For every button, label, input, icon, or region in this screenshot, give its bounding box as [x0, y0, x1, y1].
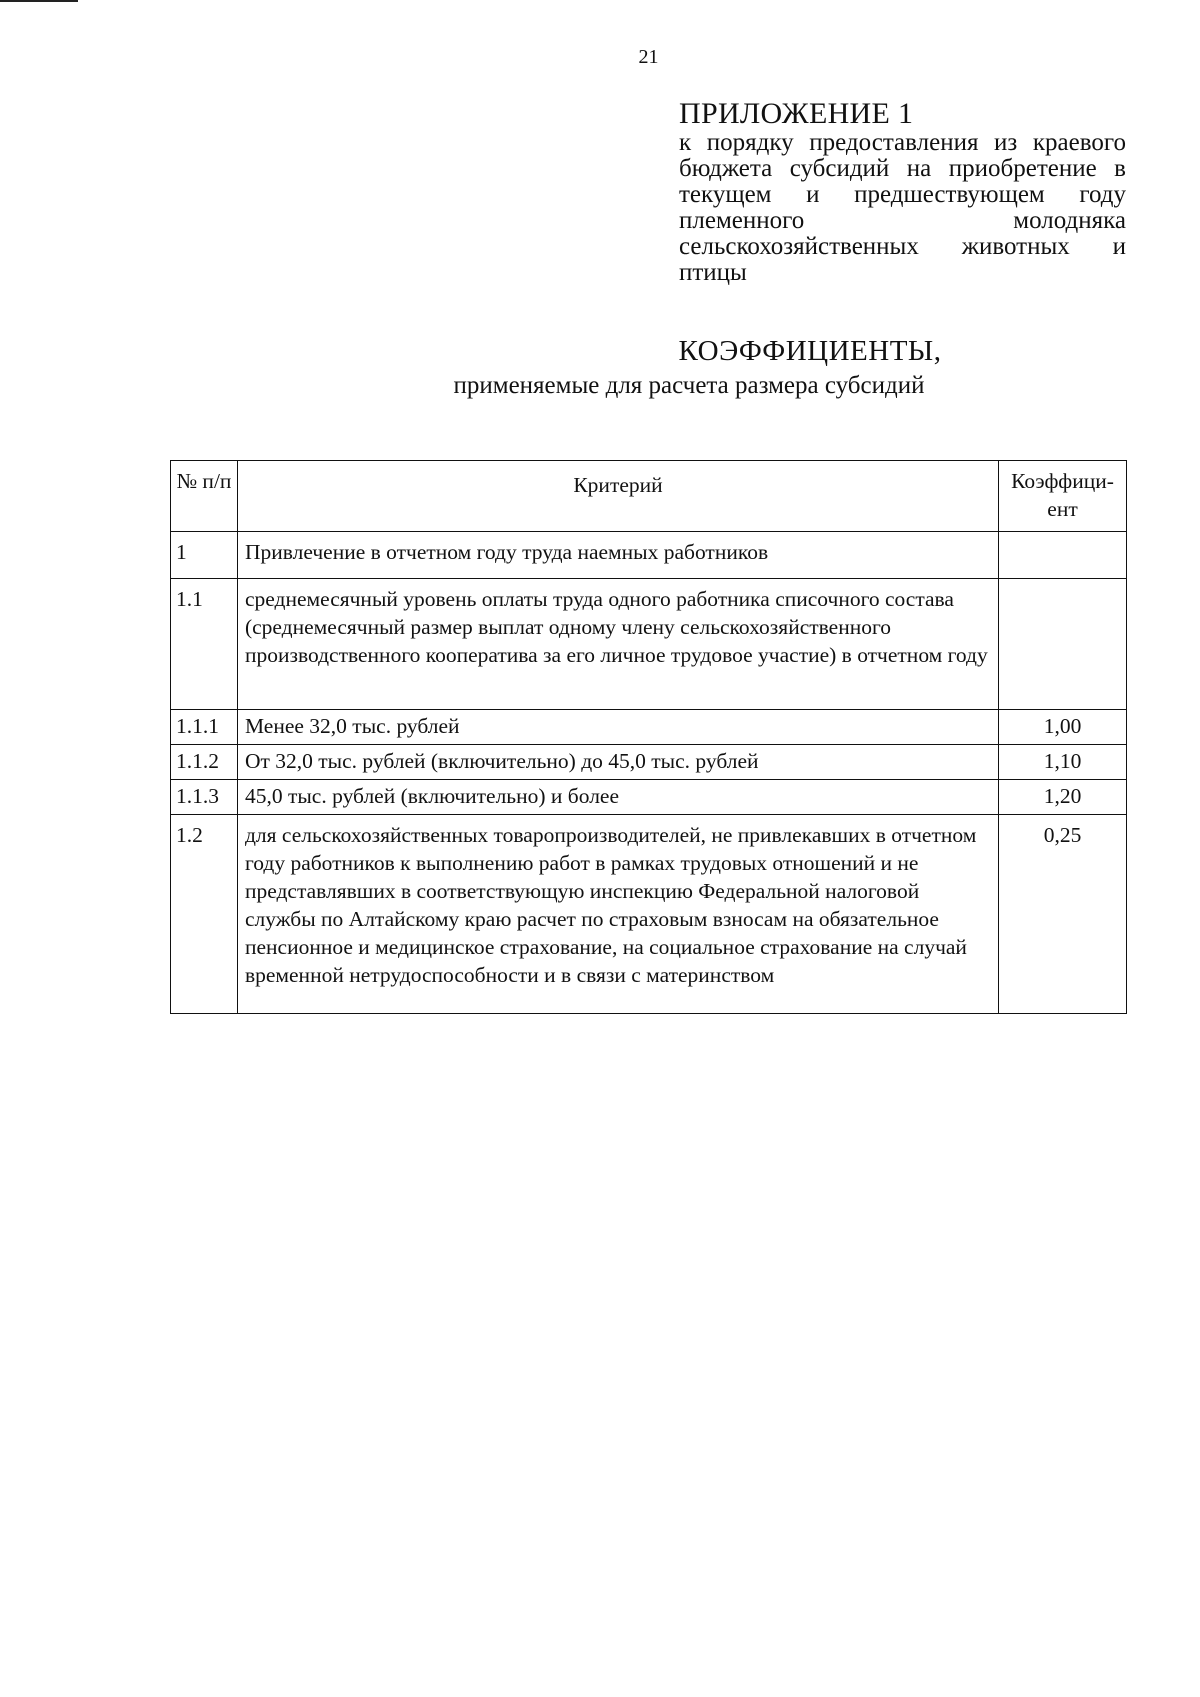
row-number: 1.1.1 [171, 710, 238, 745]
row-coefficient: 1,20 [999, 780, 1127, 815]
document-subtitle: применяемые для расчета размера субсидий [453, 372, 925, 399]
page-number: 21 [638, 46, 659, 68]
table-row [171, 815, 1127, 1014]
header-number: № п/п [171, 461, 238, 532]
header-criterion: Критерий [237, 461, 998, 532]
table-row [171, 745, 1127, 780]
corner-scan-mark [0, 0, 78, 2]
row-coefficient: 1,10 [999, 745, 1127, 780]
row-number: 1.1.2 [171, 745, 238, 780]
row-coefficient: 1,00 [999, 710, 1127, 745]
row-criterion: От 32,0 тыс. рублей (включительно) до 45,0 тыс. рублей [237, 745, 998, 780]
appendix-title: ПРИЛОЖЕНИЕ 1 [679, 97, 914, 130]
coefficients-table [170, 460, 1127, 1014]
row-criterion: Менее 32,0 тыс. рублей [237, 710, 998, 745]
row-coefficient [999, 579, 1127, 710]
row-criterion: 45,0 тыс. рублей (включительно) и более [237, 780, 998, 815]
table-row [171, 780, 1127, 815]
appendix-block [679, 98, 1126, 286]
row-criterion: Привлечение в отчетном году труда наемных работников [237, 532, 998, 579]
table-row [171, 710, 1127, 745]
row-criterion: для сельскохозяйственных товаропроизводителей, не привлекавших в отчетном году работников к выполнению работ в рамках трудовых отношений и не представлявших в соответствующую инспекцию Федеральной налоговой службы по Алтайскому краю расчет по страховым взносам на обязательное пенсионное и медицинское страхование, на социальное страхование на случай временной нетрудоспособности и в связи с материнством [237, 815, 998, 1014]
document-title: КОЭФФИЦИЕНТЫ, [678, 335, 942, 367]
table-row [171, 579, 1127, 710]
row-number: 1 [171, 532, 238, 579]
table-row [171, 532, 1127, 579]
row-number: 1.1 [171, 579, 238, 710]
row-number: 1.2 [171, 815, 238, 1014]
header-coefficient: Коэффици-ент [999, 461, 1127, 532]
appendix-text: к порядку предоставления из краевого бюджета субсидий на приобретение в текущем и предшествующем году племенного молодняка сельскохозяйственных животных и птицы [679, 129, 1126, 286]
row-number: 1.1.3 [171, 780, 238, 815]
row-coefficient [999, 532, 1127, 579]
table-header-row [171, 461, 1127, 532]
row-coefficient: 0,25 [999, 815, 1127, 1014]
row-criterion: среднемесячный уровень оплаты труда одного работника списочного состава (среднемесячный размер выплат одному члену сельскохозяйственного производственного кооператива за его личное трудовое участие) в отчетном году [237, 579, 998, 710]
